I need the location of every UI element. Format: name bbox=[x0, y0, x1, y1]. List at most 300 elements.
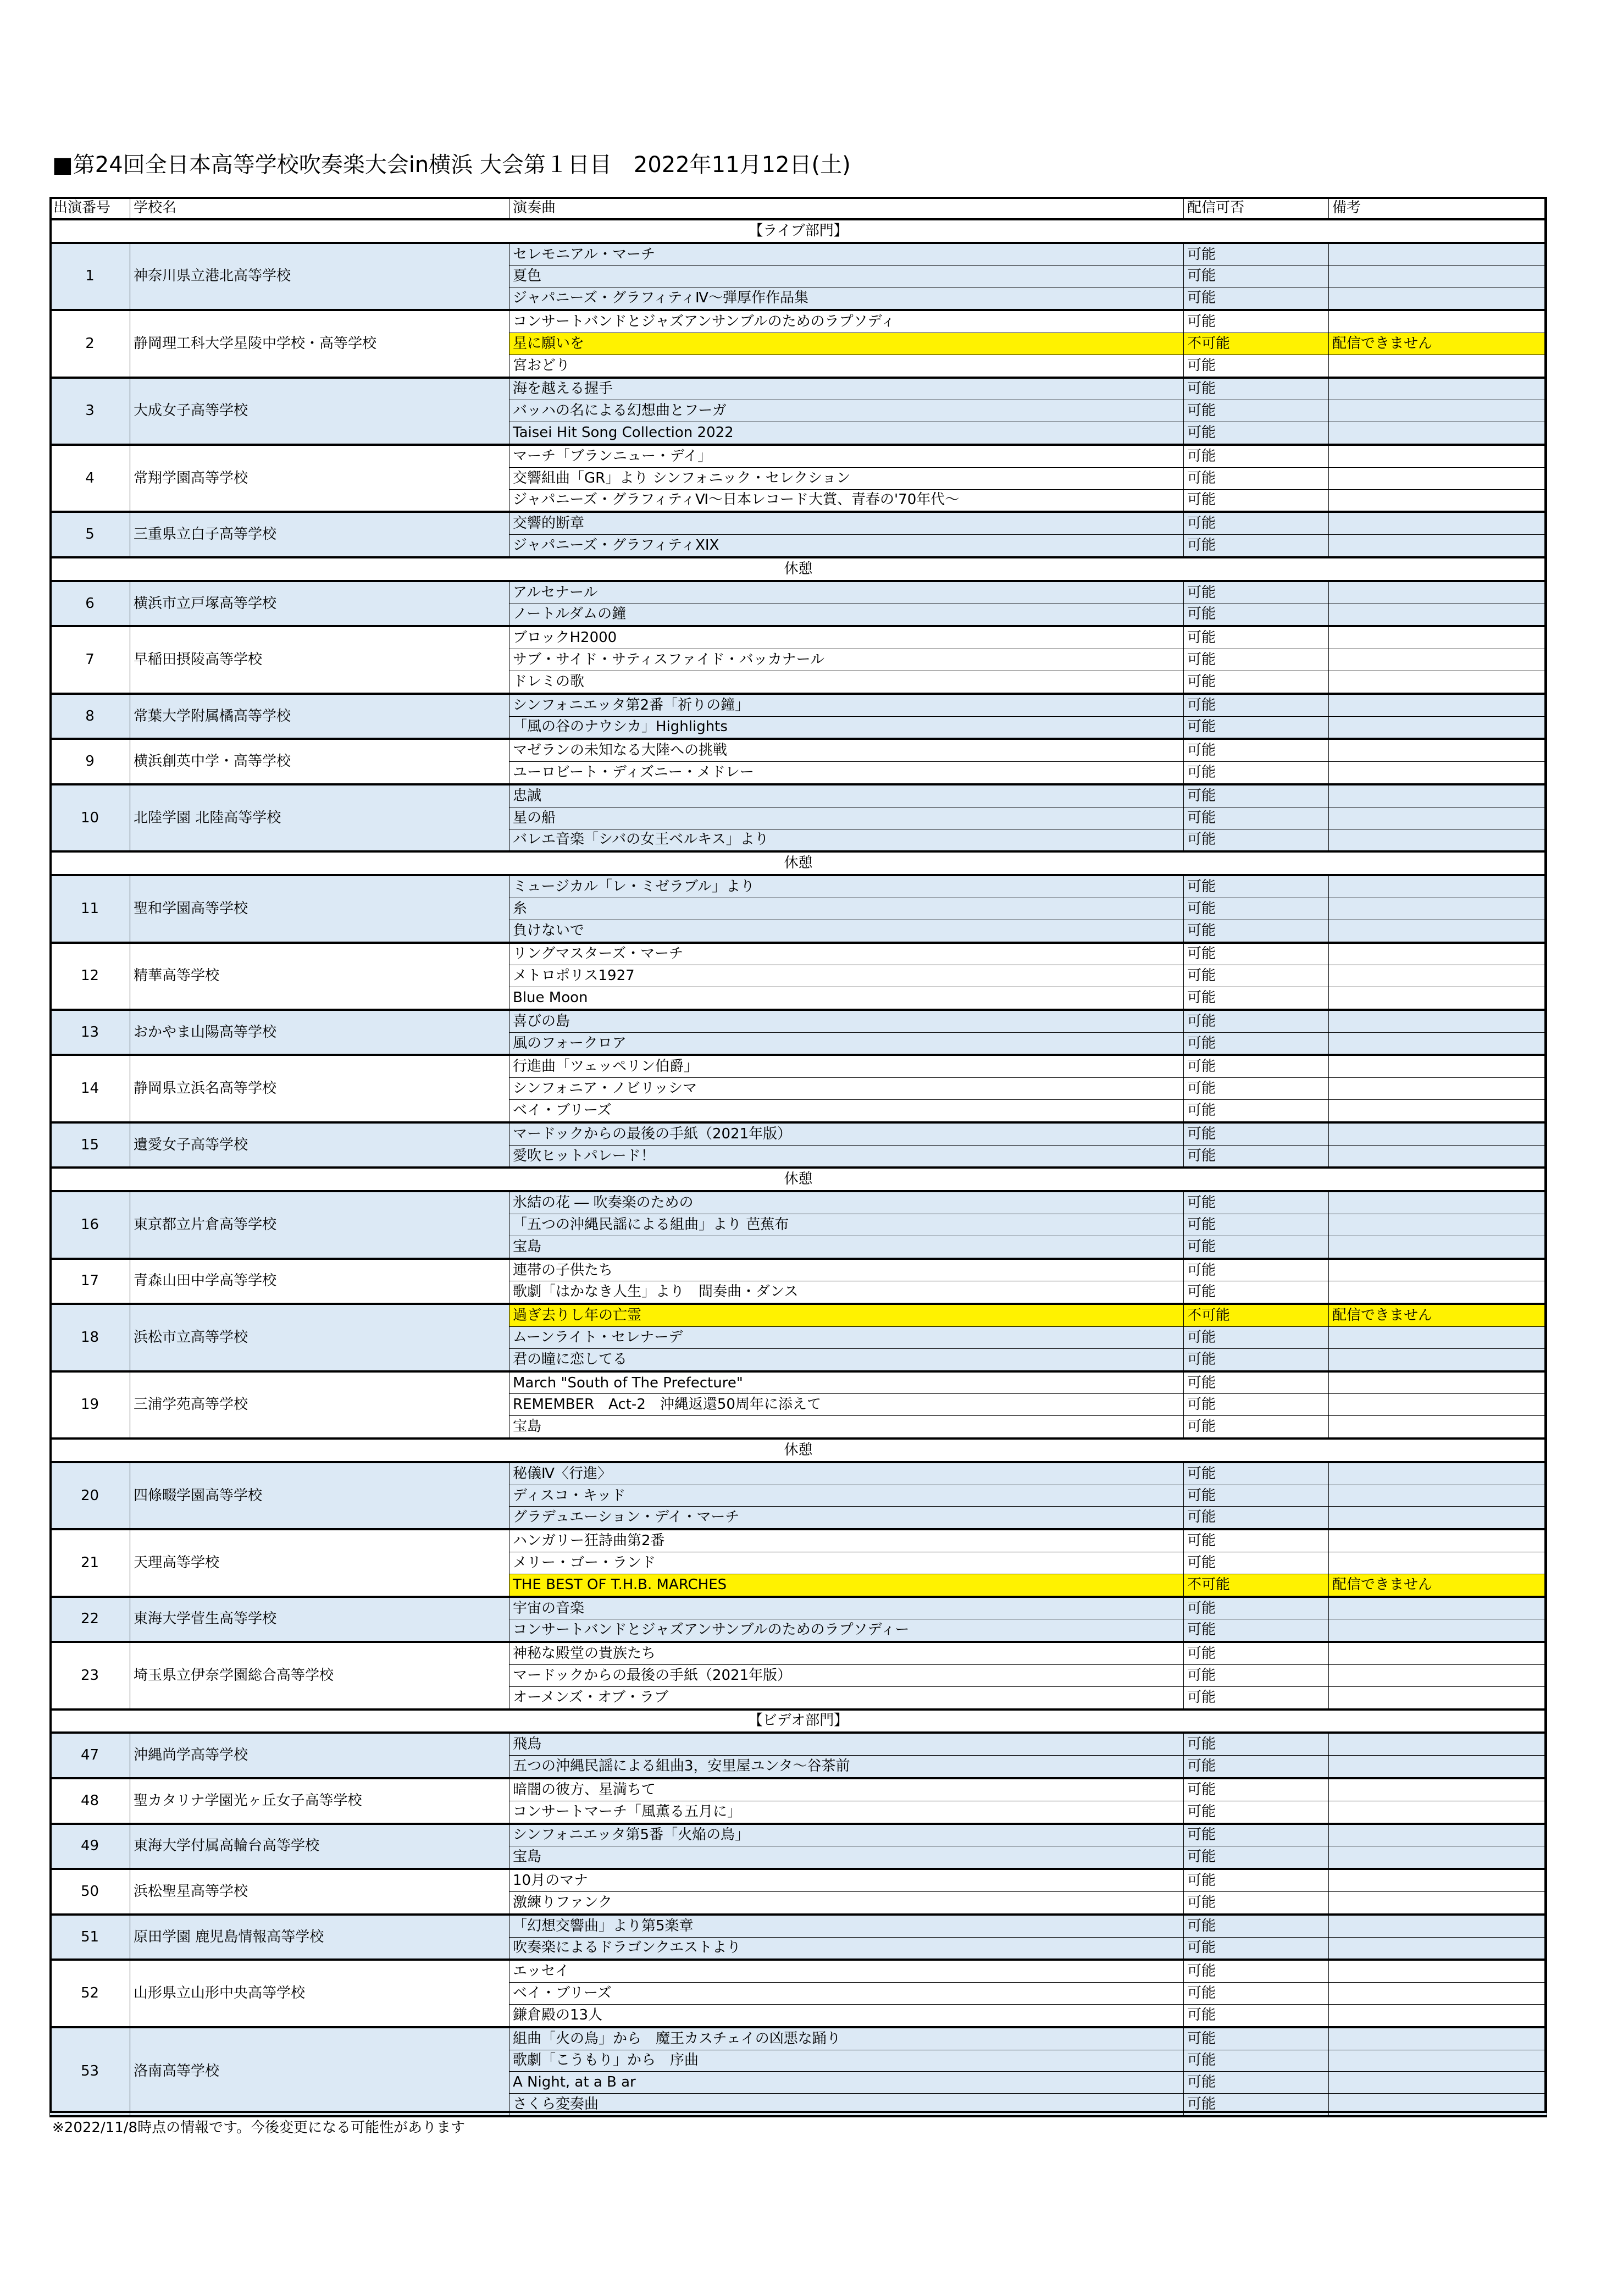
page-title: ■第24回全日本高等学校吹奏楽大会in横浜 大会第１日目 2022年11月12日(土) bbox=[52, 152, 851, 178]
remarks bbox=[1329, 467, 1547, 489]
song-title: ジャパニーズ・グラフィティXIX bbox=[509, 535, 1184, 557]
performance-number: 50 bbox=[50, 1869, 130, 1915]
remarks bbox=[1329, 581, 1547, 604]
streaming-status: 可能 bbox=[1184, 1078, 1329, 1100]
song-title: 忠誠 bbox=[509, 784, 1184, 807]
remarks bbox=[1329, 875, 1547, 898]
section-label: 【ビデオ部門】 bbox=[50, 1709, 1547, 1733]
streaming-status: 可能 bbox=[1184, 378, 1329, 400]
remarks bbox=[1329, 1416, 1547, 1439]
remarks bbox=[1329, 1371, 1547, 1394]
song-title: ユーロビート・ディズニー・メドレー bbox=[509, 762, 1184, 784]
streaming-status: 可能 bbox=[1184, 422, 1329, 445]
section-row bbox=[50, 557, 1547, 581]
song-title: Taisei Hit Song Collection 2022 bbox=[509, 422, 1184, 445]
remarks bbox=[1329, 604, 1547, 626]
song-title: マードックからの最後の手紙（2021年版） bbox=[509, 1122, 1184, 1145]
streaming-status: 可能 bbox=[1184, 2027, 1329, 2050]
remarks bbox=[1329, 265, 1547, 287]
remarks bbox=[1329, 1756, 1547, 1778]
table-row bbox=[50, 2027, 1547, 2050]
section-row bbox=[50, 851, 1547, 875]
streaming-status: 可能 bbox=[1184, 445, 1329, 467]
remarks bbox=[1329, 1214, 1547, 1236]
song-title: ジャパニーズ・グラフィティⅣ～弾厚作作品集 bbox=[509, 287, 1184, 310]
song-title: 過ぎ去りし年の亡霊 bbox=[509, 1304, 1184, 1326]
streaming-status: 可能 bbox=[1184, 1756, 1329, 1778]
remarks bbox=[1329, 1485, 1547, 1507]
song-title: ハンガリー狂詩曲第2番 bbox=[509, 1529, 1184, 1552]
song-title: 風のフォークロア bbox=[509, 1032, 1184, 1055]
performance-number: 4 bbox=[50, 445, 130, 512]
streaming-status: 可能 bbox=[1184, 943, 1329, 965]
table-row bbox=[50, 694, 1547, 716]
school-name: 青森山田中学高等学校 bbox=[130, 1259, 509, 1304]
remarks bbox=[1329, 739, 1547, 761]
streaming-status: 可能 bbox=[1184, 535, 1329, 557]
table-row bbox=[50, 512, 1547, 534]
remarks bbox=[1329, 1665, 1547, 1687]
section-label: 休憩 bbox=[50, 1168, 1547, 1191]
streaming-status: 可能 bbox=[1184, 287, 1329, 310]
streaming-status: 可能 bbox=[1184, 898, 1329, 920]
remarks bbox=[1329, 1281, 1547, 1304]
streaming-status: 可能 bbox=[1184, 581, 1329, 604]
performance-number: 49 bbox=[50, 1824, 130, 1869]
song-title: 宇宙の音楽 bbox=[509, 1597, 1184, 1619]
song-title: シンフォニア・ノビリッシマ bbox=[509, 1078, 1184, 1100]
remarks bbox=[1329, 243, 1547, 265]
remarks bbox=[1329, 626, 1547, 649]
school-name: 遺愛女子高等学校 bbox=[130, 1122, 509, 1168]
streaming-status: 可能 bbox=[1184, 1055, 1329, 1077]
streaming-status: 可能 bbox=[1184, 2072, 1329, 2094]
song-title: Blue Moon bbox=[509, 987, 1184, 1010]
remarks bbox=[1329, 671, 1547, 693]
streaming-status: 可能 bbox=[1184, 1891, 1329, 1914]
remarks bbox=[1329, 987, 1547, 1010]
song-title: ミュージカル「レ・ミゼラブル」より bbox=[509, 875, 1184, 898]
song-title: オーメンズ・オブ・ラブ bbox=[509, 1686, 1184, 1709]
streaming-status: 可能 bbox=[1184, 1122, 1329, 1145]
streaming-status: 可能 bbox=[1184, 1327, 1329, 1349]
performance-number: 20 bbox=[50, 1462, 130, 1529]
song-title: グラデュエーション・デイ・マーチ bbox=[509, 1507, 1184, 1529]
remarks bbox=[1329, 762, 1547, 784]
remarks bbox=[1329, 1529, 1547, 1552]
streaming-status: 可能 bbox=[1184, 694, 1329, 716]
header-num: 出演番号 bbox=[50, 197, 130, 220]
table-row bbox=[50, 943, 1547, 965]
streaming-status: 可能 bbox=[1184, 626, 1329, 649]
streaming-status: 可能 bbox=[1184, 1191, 1329, 1214]
school-name: 聖和学園高等学校 bbox=[130, 875, 509, 942]
remarks bbox=[1329, 1824, 1547, 1846]
streaming-status: 可能 bbox=[1184, 1416, 1329, 1439]
school-name: 沖縄尚学高等学校 bbox=[130, 1733, 509, 1778]
remarks bbox=[1329, 807, 1547, 829]
remarks bbox=[1329, 1191, 1547, 1214]
song-title: ディスコ・キッド bbox=[509, 1485, 1184, 1507]
remarks bbox=[1329, 1327, 1547, 1349]
song-title: 愛吹ヒットパレード！ bbox=[509, 1145, 1184, 1168]
remarks bbox=[1329, 1801, 1547, 1823]
streaming-status: 可能 bbox=[1184, 1394, 1329, 1416]
school-name: 静岡県立浜名高等学校 bbox=[130, 1055, 509, 1122]
remarks bbox=[1329, 1642, 1547, 1664]
school-name: 東海大学菅生高等学校 bbox=[130, 1597, 509, 1642]
footnote: ※2022/11/8時点の情報です。今後変更になる可能性があります bbox=[52, 2120, 466, 2136]
song-title: 負けないで bbox=[509, 920, 1184, 942]
song-title: 「幻想交響曲」より第5楽章 bbox=[509, 1915, 1184, 1937]
streaming-status: 可能 bbox=[1184, 649, 1329, 671]
remarks bbox=[1329, 400, 1547, 422]
school-name: 横浜創英中学・高等学校 bbox=[130, 739, 509, 784]
streaming-status: 可能 bbox=[1184, 512, 1329, 534]
remarks bbox=[1329, 649, 1547, 671]
table-row bbox=[50, 626, 1547, 649]
remarks bbox=[1329, 287, 1547, 310]
school-name: 三浦学苑高等学校 bbox=[130, 1371, 509, 1439]
song-title: 夏色 bbox=[509, 265, 1184, 287]
streaming-status: 可能 bbox=[1184, 1236, 1329, 1258]
streaming-status: 可能 bbox=[1184, 355, 1329, 377]
section-row bbox=[50, 1168, 1547, 1191]
remarks bbox=[1329, 1619, 1547, 1642]
school-name: 東海大学付属高輪台高等学校 bbox=[130, 1824, 509, 1869]
song-title: A Night, at a B ar bbox=[509, 2072, 1184, 2094]
song-title: 交響組曲「GR」より シンフォニック・セレクション bbox=[509, 467, 1184, 489]
streaming-status: 可能 bbox=[1184, 265, 1329, 287]
song-title: 氷結の花 ― 吹奏楽のための bbox=[509, 1191, 1184, 1214]
school-name: 浜松市立高等学校 bbox=[130, 1304, 509, 1371]
song-title: REMEMBER Act-2 沖縄返還50周年に添えて bbox=[509, 1394, 1184, 1416]
school-name: 神奈川県立港北高等学校 bbox=[130, 243, 509, 310]
song-title: マードックからの最後の手紙（2021年版） bbox=[509, 1665, 1184, 1687]
school-name: 静岡理工科大学星陵中学校・高等学校 bbox=[130, 310, 509, 377]
streaming-status: 可能 bbox=[1184, 604, 1329, 626]
performance-number: 11 bbox=[50, 875, 130, 942]
performance-number: 10 bbox=[50, 784, 130, 851]
section-label: 休憩 bbox=[50, 557, 1547, 581]
remarks bbox=[1329, 829, 1547, 851]
song-title: 組曲「火の鳥」から 魔王カスチェイの凶悪な踊り bbox=[509, 2027, 1184, 2050]
performance-number: 16 bbox=[50, 1191, 130, 1258]
song-title: アルセナール bbox=[509, 581, 1184, 604]
remarks bbox=[1329, 422, 1547, 445]
streaming-status: 可能 bbox=[1184, 489, 1329, 512]
song-title: 飛鳥 bbox=[509, 1733, 1184, 1755]
streaming-status: 可能 bbox=[1184, 243, 1329, 265]
header-note: 備考 bbox=[1329, 197, 1547, 220]
remarks: 配信できません bbox=[1329, 1304, 1547, 1326]
streaming-status: 不可能 bbox=[1184, 1304, 1329, 1326]
performance-number: 3 bbox=[50, 378, 130, 445]
song-title: バッハの名による幻想曲とフーガ bbox=[509, 400, 1184, 422]
performance-number: 52 bbox=[50, 1960, 130, 2027]
song-title: バレエ音楽「シバの女王ベルキス」より bbox=[509, 829, 1184, 851]
header-school: 学校名 bbox=[130, 197, 509, 220]
remarks bbox=[1329, 1348, 1547, 1371]
song-title: コンサートバンドとジャズアンサンブルのためのラプソディ bbox=[509, 310, 1184, 333]
remarks bbox=[1329, 1891, 1547, 1914]
table-row bbox=[50, 1055, 1547, 1077]
streaming-status: 可能 bbox=[1184, 1145, 1329, 1168]
performance-number: 21 bbox=[50, 1529, 130, 1596]
streaming-status: 可能 bbox=[1184, 1619, 1329, 1642]
section-row bbox=[50, 219, 1547, 243]
table-row bbox=[50, 1122, 1547, 1145]
streaming-status: 可能 bbox=[1184, 310, 1329, 333]
performance-number: 22 bbox=[50, 1597, 130, 1642]
remarks bbox=[1329, 1462, 1547, 1485]
performance-number: 9 bbox=[50, 739, 130, 784]
song-title: 星に願いを bbox=[509, 333, 1184, 355]
performance-number: 13 bbox=[50, 1010, 130, 1055]
song-title: シンフォニエッタ第5番「火焔の鳥」 bbox=[509, 1824, 1184, 1846]
song-title: マゼランの未知なる大陸への挑戦 bbox=[509, 739, 1184, 761]
streaming-status: 可能 bbox=[1184, 1371, 1329, 1394]
streaming-status: 可能 bbox=[1184, 1642, 1329, 1664]
table-row bbox=[50, 1304, 1547, 1326]
performance-number: 23 bbox=[50, 1642, 130, 1709]
streaming-status: 可能 bbox=[1184, 739, 1329, 761]
song-title: 激練りファンク bbox=[509, 1891, 1184, 1914]
table-row bbox=[50, 1642, 1547, 1664]
song-title: 宮おどり bbox=[509, 355, 1184, 377]
table-row bbox=[50, 1824, 1547, 1846]
performance-number: 6 bbox=[50, 581, 130, 627]
remarks bbox=[1329, 1032, 1547, 1055]
performance-number: 19 bbox=[50, 1371, 130, 1439]
streaming-status: 可能 bbox=[1184, 1824, 1329, 1846]
song-title: 神秘な殿堂の貴族たち bbox=[509, 1642, 1184, 1664]
school-name: 東京都立片倉高等学校 bbox=[130, 1191, 509, 1258]
song-title: 星の船 bbox=[509, 807, 1184, 829]
school-name: おかやま山陽高等学校 bbox=[130, 1010, 509, 1055]
school-name: 埼玉県立伊奈学園総合高等学校 bbox=[130, 1642, 509, 1709]
performance-number: 53 bbox=[50, 2027, 130, 2116]
performance-number: 5 bbox=[50, 512, 130, 557]
song-title: ノートルダムの鐘 bbox=[509, 604, 1184, 626]
remarks bbox=[1329, 1846, 1547, 1869]
table-row bbox=[50, 243, 1547, 265]
streaming-status: 不可能 bbox=[1184, 1574, 1329, 1596]
remarks bbox=[1329, 1937, 1547, 1960]
remarks bbox=[1329, 965, 1547, 987]
streaming-status: 可能 bbox=[1184, 1869, 1329, 1891]
performance-number: 2 bbox=[50, 310, 130, 377]
song-title: 歌劇「こうもり」から 序曲 bbox=[509, 2050, 1184, 2072]
schedule-table bbox=[49, 197, 1547, 2117]
remarks bbox=[1329, 535, 1547, 557]
school-name: 原田学園 鹿児島情報高等学校 bbox=[130, 1915, 509, 1960]
song-title: メリー・ゴー・ランド bbox=[509, 1552, 1184, 1574]
song-title: セレモニアル・マーチ bbox=[509, 243, 1184, 265]
remarks bbox=[1329, 1078, 1547, 1100]
performance-number: 18 bbox=[50, 1304, 130, 1371]
remarks bbox=[1329, 2072, 1547, 2094]
table-row bbox=[50, 445, 1547, 467]
streaming-status: 可能 bbox=[1184, 829, 1329, 851]
section-label: 休憩 bbox=[50, 851, 1547, 875]
streaming-status: 可能 bbox=[1184, 1010, 1329, 1032]
school-name: 聖カタリナ学園光ヶ丘女子高等学校 bbox=[130, 1778, 509, 1824]
section-label: 【ライブ部門】 bbox=[50, 219, 1547, 243]
song-title: ジャパニーズ・グラフィティⅥ～日本レコード大賞、青春の'70年代～ bbox=[509, 489, 1184, 512]
remarks bbox=[1329, 1145, 1547, 1168]
school-name: 天理高等学校 bbox=[130, 1529, 509, 1596]
song-title: ドレミの歌 bbox=[509, 671, 1184, 693]
song-title: 「風の谷のナウシカ」Highlights bbox=[509, 716, 1184, 739]
table-row bbox=[50, 581, 1547, 604]
table-row bbox=[50, 378, 1547, 400]
song-title: 秘儀Ⅳ〈行進〉 bbox=[509, 1462, 1184, 1485]
song-title: 海を越える握手 bbox=[509, 378, 1184, 400]
song-title: 暗闇の彼方、星満ちて bbox=[509, 1778, 1184, 1801]
performance-number: 8 bbox=[50, 694, 130, 739]
song-title: 宝島 bbox=[509, 1236, 1184, 1258]
streaming-status: 可能 bbox=[1184, 875, 1329, 898]
song-title: ベイ・ブリーズ bbox=[509, 1983, 1184, 2005]
streaming-status: 可能 bbox=[1184, 2004, 1329, 2027]
song-title: 吹奏楽によるドラゴンクエストより bbox=[509, 1937, 1184, 1960]
school-name: 大成女子高等学校 bbox=[130, 378, 509, 445]
streaming-status: 可能 bbox=[1184, 1348, 1329, 1371]
remarks bbox=[1329, 1778, 1547, 1801]
remarks bbox=[1329, 920, 1547, 942]
remarks bbox=[1329, 2004, 1547, 2027]
remarks bbox=[1329, 1597, 1547, 1619]
song-title: 行進曲「ツェッペリン伯爵」 bbox=[509, 1055, 1184, 1077]
song-title: 糸 bbox=[509, 898, 1184, 920]
song-title: March "South of The Prefecture" bbox=[509, 1371, 1184, 1394]
table-row bbox=[50, 1462, 1547, 1485]
section-row bbox=[50, 1439, 1547, 1462]
streaming-status: 可能 bbox=[1184, 1100, 1329, 1122]
remarks bbox=[1329, 1122, 1547, 1145]
header-song: 演奏曲 bbox=[509, 197, 1184, 220]
performance-number: 51 bbox=[50, 1915, 130, 1960]
streaming-status: 可能 bbox=[1184, 1462, 1329, 1485]
school-name: 横浜市立戸塚高等学校 bbox=[130, 581, 509, 627]
performance-number: 12 bbox=[50, 943, 130, 1010]
performance-number: 15 bbox=[50, 1122, 130, 1168]
remarks bbox=[1329, 1686, 1547, 1709]
remarks bbox=[1329, 943, 1547, 965]
streaming-status: 可能 bbox=[1184, 965, 1329, 987]
streaming-status: 可能 bbox=[1184, 1846, 1329, 1869]
song-title: 10月のマナ bbox=[509, 1869, 1184, 1891]
school-name: 三重県立白子高等学校 bbox=[130, 512, 509, 557]
song-title: ベイ・ブリーズ bbox=[509, 1100, 1184, 1122]
table-row bbox=[50, 1010, 1547, 1032]
remarks bbox=[1329, 1100, 1547, 1122]
song-title: 歌劇「はかなき人生」より 間奏曲・ダンス bbox=[509, 1281, 1184, 1304]
school-name: 山形県立山形中央高等学校 bbox=[130, 1960, 509, 2027]
song-title: 鎌倉殿の13人 bbox=[509, 2004, 1184, 2027]
song-title: 君の瞳に恋してる bbox=[509, 1348, 1184, 1371]
streaming-status: 可能 bbox=[1184, 400, 1329, 422]
table-row bbox=[50, 1597, 1547, 1619]
performance-number: 48 bbox=[50, 1778, 130, 1824]
song-title: 交響的断章 bbox=[509, 512, 1184, 534]
streaming-status: 可能 bbox=[1184, 920, 1329, 942]
performance-number: 47 bbox=[50, 1733, 130, 1778]
song-title: 喜びの島 bbox=[509, 1010, 1184, 1032]
remarks bbox=[1329, 2094, 1547, 2116]
song-title: メトロポリス1927 bbox=[509, 965, 1184, 987]
song-title: 「五つの沖縄民謡による組曲」より 芭蕉布 bbox=[509, 1214, 1184, 1236]
remarks bbox=[1329, 1915, 1547, 1937]
table-row bbox=[50, 310, 1547, 333]
song-title: 五つの沖縄民謡による組曲3，安里屋ユンタ～谷茶前 bbox=[509, 1756, 1184, 1778]
streaming-status: 可能 bbox=[1184, 1281, 1329, 1304]
remarks bbox=[1329, 1259, 1547, 1281]
table-row bbox=[50, 1259, 1547, 1281]
section-row bbox=[50, 1709, 1547, 1733]
streaming-status: 可能 bbox=[1184, 671, 1329, 693]
table-row bbox=[50, 1869, 1547, 1891]
table-row bbox=[50, 784, 1547, 807]
song-title: コンサートマーチ「風薫る五月に」 bbox=[509, 1801, 1184, 1823]
performance-number: 1 bbox=[50, 243, 130, 310]
streaming-status: 可能 bbox=[1184, 1801, 1329, 1823]
streaming-status: 可能 bbox=[1184, 1983, 1329, 2005]
streaming-status: 可能 bbox=[1184, 762, 1329, 784]
streaming-status: 可能 bbox=[1184, 1032, 1329, 1055]
school-name: 北陸学園 北陸高等学校 bbox=[130, 784, 509, 851]
remarks bbox=[1329, 1869, 1547, 1891]
streaming-status: 可能 bbox=[1184, 1937, 1329, 1960]
streaming-status: 可能 bbox=[1184, 1552, 1329, 1574]
remarks bbox=[1329, 489, 1547, 512]
remarks: 配信できません bbox=[1329, 1574, 1547, 1596]
remarks bbox=[1329, 512, 1547, 534]
streaming-status: 可能 bbox=[1184, 1529, 1329, 1552]
song-title: サブ・サイド・サティスファイド・バッカナール bbox=[509, 649, 1184, 671]
table-row bbox=[50, 875, 1547, 898]
remarks bbox=[1329, 1394, 1547, 1416]
streaming-status: 可能 bbox=[1184, 784, 1329, 807]
streaming-status: 可能 bbox=[1184, 1507, 1329, 1529]
remarks bbox=[1329, 2027, 1547, 2050]
school-name: 浜松聖星高等学校 bbox=[130, 1869, 509, 1915]
remarks bbox=[1329, 1236, 1547, 1258]
remarks bbox=[1329, 784, 1547, 807]
streaming-status: 可能 bbox=[1184, 1733, 1329, 1755]
remarks bbox=[1329, 310, 1547, 333]
remarks bbox=[1329, 378, 1547, 400]
remarks bbox=[1329, 355, 1547, 377]
remarks bbox=[1329, 716, 1547, 739]
table-row bbox=[50, 1371, 1547, 1394]
streaming-status: 可能 bbox=[1184, 987, 1329, 1010]
song-title: 宝島 bbox=[509, 1416, 1184, 1439]
performance-number: 14 bbox=[50, 1055, 130, 1122]
song-title: エッセイ bbox=[509, 1960, 1184, 1982]
remarks bbox=[1329, 1507, 1547, 1529]
song-title: THE BEST OF T.H.B. MARCHES bbox=[509, 1574, 1184, 1596]
remarks bbox=[1329, 1010, 1547, 1032]
remarks bbox=[1329, 1552, 1547, 1574]
song-title: 連帯の子供たち bbox=[509, 1259, 1184, 1281]
school-name: 洛南高等学校 bbox=[130, 2027, 509, 2116]
table-row bbox=[50, 1529, 1547, 1552]
table-row bbox=[50, 1191, 1547, 1214]
streaming-status: 可能 bbox=[1184, 1686, 1329, 1709]
school-name: 常葉大学附属橘高等学校 bbox=[130, 694, 509, 739]
